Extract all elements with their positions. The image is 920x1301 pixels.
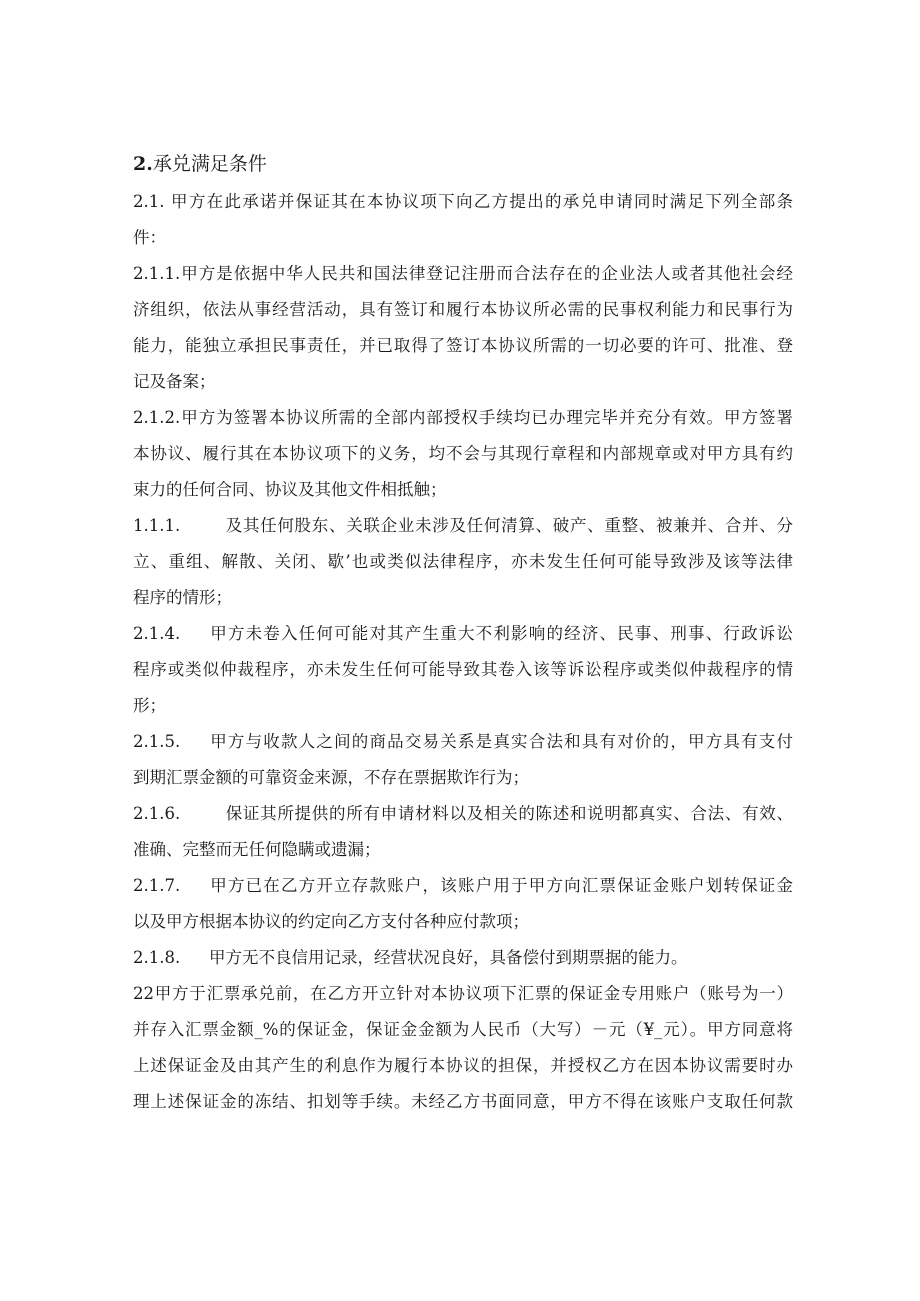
clause-first-line: 保证其所提供的所有申请材料以及相关的陈述和说明都真实、合法、有效、 xyxy=(225,804,793,823)
clause-number: 2.1.7. xyxy=(133,876,181,895)
clause-number: 2.1.8. xyxy=(133,948,181,967)
clause-line: 2.1.2.甲方为签署本协议所需的全部内部授权手续均已办理完毕并充分有效。甲方签署 xyxy=(133,408,793,427)
clause-line: 准确、完整而无任何隐瞒或遗漏； xyxy=(133,839,381,859)
clause-line: 立、重组、解散、关闭、歇’也或类似法律程序，亦未发生任何可能导致涉及该等法律 xyxy=(133,551,793,571)
clause-line: 件： xyxy=(133,227,166,247)
clause-line: 能力，能独立承担民事责任，并已取得了签订本协议所需的一切必要的许可、批准、登 xyxy=(133,335,793,355)
clause-first-line: 甲方未卷入任何可能对其产生重大不利影响的经济、民事、刑事、行政诉讼 xyxy=(209,624,793,643)
clause-number: 1.1.1. xyxy=(133,516,181,535)
clause-line xyxy=(133,616,793,652)
clause-line: 以及甲方根据本协议的约定向乙方支付各种应付款项； xyxy=(133,911,529,931)
clause-2-1-1 xyxy=(133,256,793,400)
clause-2-1-2 xyxy=(133,400,793,508)
clause-first-line: 及其任何股东、关联企业未涉及任何清算、破产、重整、被兼并、合并、分 xyxy=(225,516,793,535)
clause-line xyxy=(133,508,793,544)
clause-line: 济组织，依法从事经营活动，具有签订和履行本协议所必需的民事权利能力和民事行为 xyxy=(133,299,793,319)
clause-line: 22甲方于汇票承兑前，在乙方开立针对本协议项下汇票的保证金专用账户（账号为一） xyxy=(133,984,793,1003)
clause-line: 束力的任何合同、协议及其他文件相抵触； xyxy=(133,479,447,499)
clause-2-1-7 xyxy=(133,868,793,940)
clause-line: 理上述保证金的冻结、扣划等手续。未经乙方书面同意，甲方不得在该账户支取任何款 xyxy=(133,1091,793,1111)
clause-2-1-5 xyxy=(133,724,793,796)
clause-first-line: 甲方与收款人之间的商品交易关系是真实合法和具有对价的，甲方具有支付 xyxy=(209,732,793,751)
clause-line: 2.1. 甲方在此承诺并保证其在本协议项下向乙方提出的承兑申请同时满足下列全部条 xyxy=(133,192,793,211)
clause-line: 并存入汇票金额_%的保证金，保证金金额为人民币（大写）－元（¥_元）。甲方同意将 xyxy=(133,1019,793,1039)
clause-first-line: 甲方无不良信用记录，经营状况良好，具备偿付到期票据的能力。 xyxy=(209,948,688,967)
clause-number: 2.1.5. xyxy=(133,732,181,751)
clause-line xyxy=(133,940,793,976)
clause-line xyxy=(133,868,793,904)
clause-line xyxy=(133,796,793,832)
section-number: 2. xyxy=(133,153,153,175)
clause-2-1 xyxy=(133,184,793,256)
clause-line: 程序的情形； xyxy=(133,587,232,607)
clause-line: 形； xyxy=(133,695,166,715)
clause-line: 到期汇票金额的可靠资金来源，不存在票据欺诈行为； xyxy=(133,767,529,787)
section-heading xyxy=(133,150,267,178)
section-title: 承兑满足条件 xyxy=(152,153,267,175)
clause-line: 2.1.1.甲方是依据中华人民共和国法律登记注册而合法存在的企业法人或者其他社会经 xyxy=(133,264,793,283)
clause-number: 2.1.6. xyxy=(133,804,181,823)
clause-2-1-4 xyxy=(133,616,793,724)
clause-number: 2.1.4. xyxy=(133,624,181,643)
clause-line: 上述保证金及由其产生的利息作为履行本协议的担保，并授权乙方在因本协议需要时办 xyxy=(133,1055,793,1075)
clause-line: 程序或类似仲裁程序，亦未发生任何可能导致其卷入该等诉讼程序或类似仲裁程序的情 xyxy=(133,659,793,679)
clause-line: 记及备案； xyxy=(133,371,216,391)
clause-1-1-1 xyxy=(133,508,793,616)
clause-2-1-6 xyxy=(133,796,793,868)
clause-2-1-8 xyxy=(133,940,793,976)
clause-2-2 xyxy=(133,976,793,1120)
clause-line xyxy=(133,724,793,760)
clause-line: 本协议、履行其在本协议项下的义务，均不会与其现行章程和内部规章或对甲方具有约 xyxy=(133,443,793,463)
clause-first-line: 甲方已在乙方开立存款账户，该账户用于甲方向汇票保证金账户划转保证金 xyxy=(209,876,793,895)
